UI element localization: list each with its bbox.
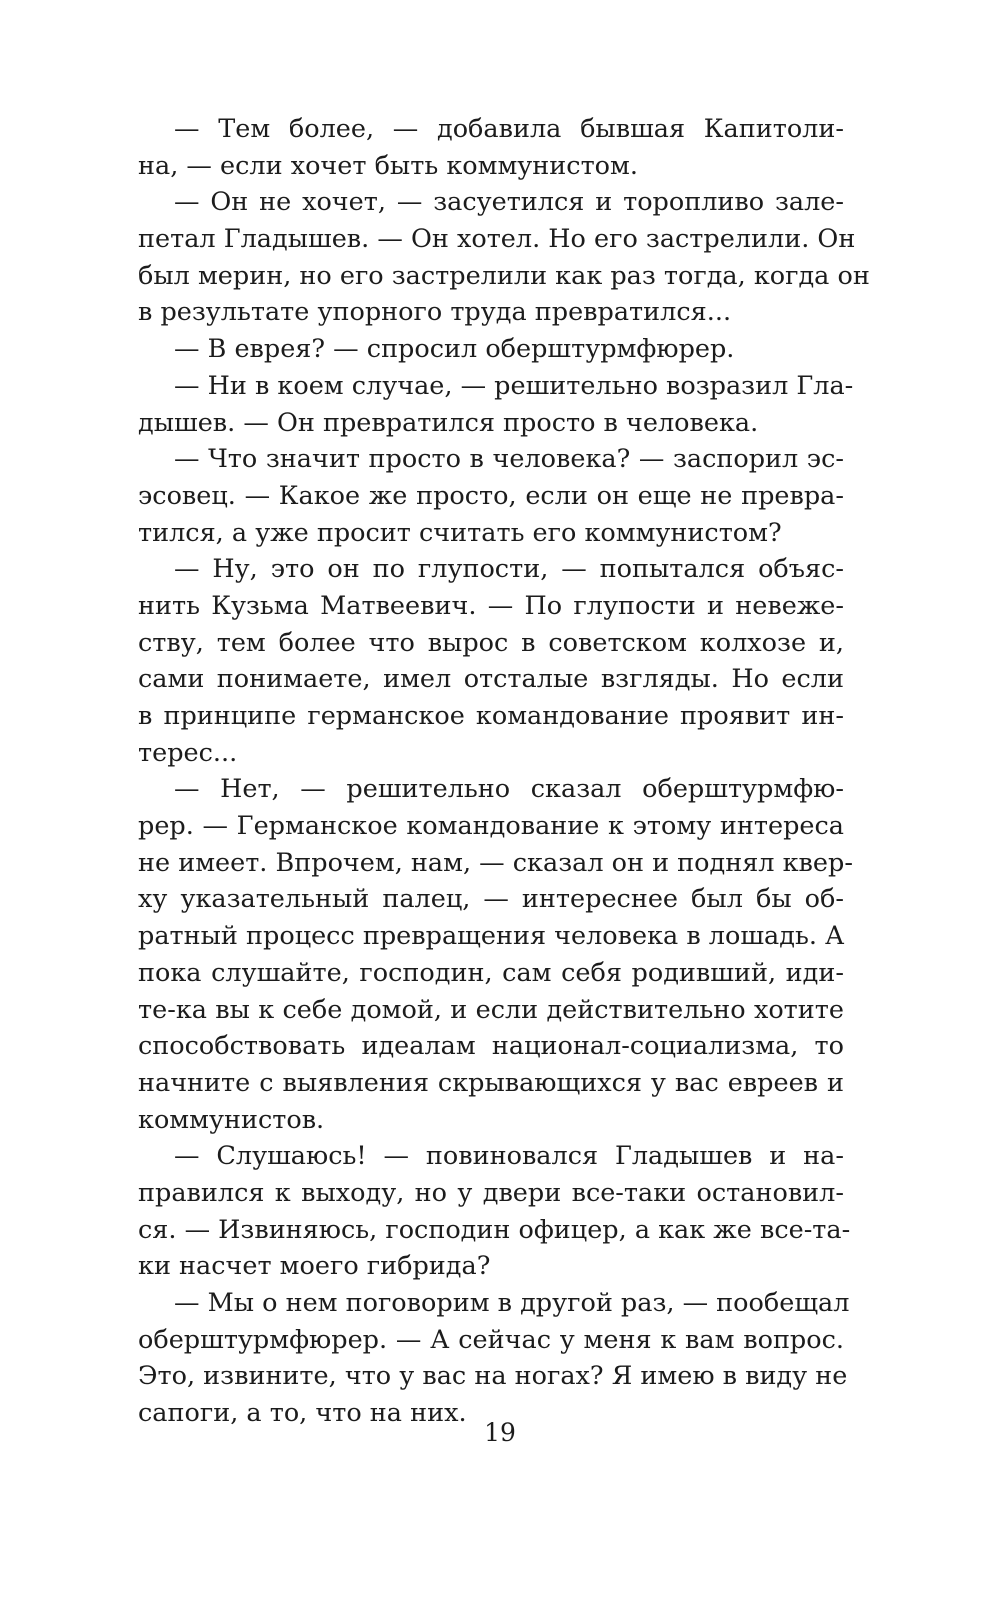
text-line: правился к выходу, но у двери все-таки остановил- bbox=[138, 1177, 844, 1208]
text-line: петал Гладышев. — Он хотел. Но его застрелили. Он bbox=[138, 224, 856, 255]
text-line: — Он не хочет, — засуетился и торопливо зале- bbox=[174, 187, 844, 218]
text-line: на, — если хочет быть коммунистом. bbox=[138, 150, 638, 181]
text-line: — Слушаюсь! — повиновался Гладышев и на- bbox=[174, 1141, 844, 1172]
text-line: ся. — Извиняюсь, господин офицер, а как же все-та- bbox=[138, 1214, 851, 1245]
text-line: коммунистов. bbox=[138, 1104, 325, 1135]
text-line: эсовец. — Какое же просто, если он еще не превра- bbox=[138, 480, 844, 511]
page-number: 19 bbox=[484, 1418, 516, 1447]
text-line: начните с выявления скрывающихся у вас евреев и bbox=[138, 1067, 844, 1098]
text-line: — Ну, это он по глупости, — попытался объяс- bbox=[174, 554, 844, 585]
text-line: — Что значит просто в человека? — заспорил эс- bbox=[174, 444, 844, 475]
text-line: те-ка вы к себе домой, и если действительно хотите bbox=[138, 994, 844, 1025]
text-line: ратный процесс превращения человека в лошадь. А bbox=[138, 921, 845, 952]
text-line: сами понимаете, имел отсталые взгляды. Но если bbox=[138, 664, 844, 695]
text-line: способствовать идеалам национал-социализма, то bbox=[138, 1031, 844, 1062]
body-text bbox=[138, 111, 870, 1432]
text-line: — Тем более, — добавила бывшая Капитоли- bbox=[174, 114, 844, 144]
text-line: оберштурмфюрер. — А сейчас у меня к вам вопрос. bbox=[138, 1324, 844, 1355]
text-line: ху указательный палец, — интереснее был бы об- bbox=[138, 884, 844, 915]
text-line: Это, извините, что у вас на ногах? Я имею в виду не bbox=[138, 1361, 848, 1392]
text-line: в принципе германское командование проявит ин- bbox=[138, 701, 844, 731]
text-line: — В еврея? — спросил оберштурмфюрер. bbox=[174, 334, 735, 365]
text-line: ки насчет моего гибрида? bbox=[138, 1251, 491, 1282]
text-line: рер. — Германское командование к этому интереса bbox=[138, 811, 844, 842]
text-line: тился, а уже просит считать его коммунистом? bbox=[138, 517, 782, 548]
text-line: — Ни в коем случае, — решительно возразил Гла- bbox=[174, 370, 854, 401]
text-line: в результате упорного труда превратился... bbox=[138, 297, 732, 328]
text-line: был мерин, но его застрелили как раз тогда, когда он bbox=[138, 260, 870, 291]
text-line: ству, тем более что вырос в советском колхозе и, bbox=[138, 627, 844, 658]
text-line: нить Кузьма Матвеевич. — По глупости и невеже- bbox=[138, 590, 844, 621]
text-line: пока слушайте, господин, сам себя родивший, иди- bbox=[138, 957, 844, 988]
text-line: сапоги, а то, что на них. bbox=[138, 1398, 467, 1429]
text-line: — Мы о нем поговорим в другой раз, — пообещал bbox=[174, 1288, 850, 1318]
text-line: терес... bbox=[138, 737, 238, 768]
text-line: — Нет, — решительно сказал оберштурмфю- bbox=[174, 774, 844, 805]
text-line: не имеет. Впрочем, нам, — сказал он и поднял квер- bbox=[138, 847, 853, 878]
text-line: дышев. — Он превратился просто в человека. bbox=[138, 407, 759, 438]
